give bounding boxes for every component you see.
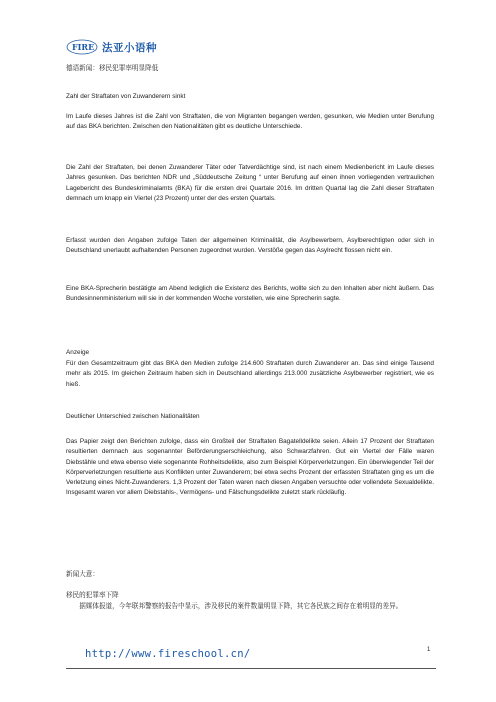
- paragraph-1: Im Laufe dieses Jahres ist die Zahl von Straftaten, die von Migranten begangen werden, gesunken, wie Medien unter Berufung auf das BKA berichten. Zwischen den Nationalitäten gibt es deutliche Unterschiede.: [66, 113, 434, 131]
- logo-letters: FIRE: [72, 42, 95, 52]
- summary-text: 据媒体报道，今年联邦警察的报告中显示，涉及移民的案件数量明显下降，其它各民族之间存在着明显的差异。: [79, 602, 403, 610]
- footer-url-link[interactable]: http://www.fireschool.cn/: [85, 648, 251, 660]
- fire-logo-icon: [66, 38, 100, 56]
- paragraph-3: Erfasst wurden den Angaben zufolge Taten der allgemeinen Kriminalität, die Asylbewerbern, Asylberechtigten oder sich in Deutschland unerlaubt aufhaltenden Personen zugeordnet wurden. Verstöße gegen das Asylrecht flossen nicht ein.: [66, 237, 434, 255]
- lead-line: 德语新闻：移民犯罪率明显降低: [66, 64, 159, 72]
- summary-title: 移民的犯罪率下降: [66, 591, 119, 599]
- paragraph-6: Das Papier zeigt den Berichten zufolge, dass ein Großteil der Straftaten Bagatelldelikte seien. Allein 17 Prozent der Straftaten resultierten demnach aus sogenannter Beförderungserschleichung, also Schwarzfahren. Gut ein Viertel der Fälle waren Diebstähle und etwa ebenso viele sogenannte Rohheitsdelikte, also zum Beispiel Körperverletzungen. Ein überwiegender Teil der Körperverletzungen resultierte aus Konflikten unter Zuwanderern; bei etwa sechs Prozent der erfassten Straftaten ging es um die Verletzung eines Nicht-Zuwanderers. 1,3 Prozent der Taten waren nach diesen Angaben versuchte oder vollendete Sexualdelikte. Insgesamt waren vor allem Diebstahls-, Vermögens- und Fälschungsdelikte zuletzt stark rückläufig.: [66, 438, 434, 497]
- page-number: 1: [427, 647, 431, 653]
- ad-label: Anzeige: [66, 349, 90, 356]
- logo-text: 法亚小语种: [102, 41, 157, 54]
- paragraph-2: Die Zahl der Straftaten, bei denen Zuwanderer Täter oder Tatverdächtige sind, ist nach einem Medienbericht im Laufe dieses Jahres gesunken. Das berichten NDR und „Süddeutsche Zeitung “ unter Berufung auf einen ihnen vorliegenden vertraulichen Lagebericht des Bundeskriminalamts (BKA) für die ersten drei Quartale 2016. Im dritten Quartal lag die Zahl dieser Straftaten demnach um knapp ein Viertel (23 Prozent) unter der des ersten Quartals.: [66, 164, 434, 202]
- footer-divider: [66, 668, 436, 669]
- fire-logo: [66, 38, 157, 56]
- paragraph-4: Eine BKA-Sprecherin bestätigte am Abend lediglich die Existenz des Berichts, wollte sich zu den Inhalten aber nicht äußern. Das Bundesinnenministerium will sie in der kommenden Woche vorstellen, wie eine Sprecherin sagte.: [66, 285, 434, 303]
- subheading: Deutlicher Unterschied zwischen Nationalitäten: [66, 413, 200, 420]
- summary-label: 新闻大意：: [66, 570, 99, 578]
- article-title: Zahl der Straftaten von Zuwanderern sinkt: [66, 93, 186, 100]
- paragraph-5: Für den Gesamtzeitraum gibt das BKA den Medien zufolge 214.600 Straftaten durch Zuwanderer an. Das sind einige Tausend mehr als 2015. Im gleichen Zeitraum haben sich in Deutschland allerdings 213.000 zusätzliche Asylbewerber registriert, wie es hieß.: [66, 360, 434, 388]
